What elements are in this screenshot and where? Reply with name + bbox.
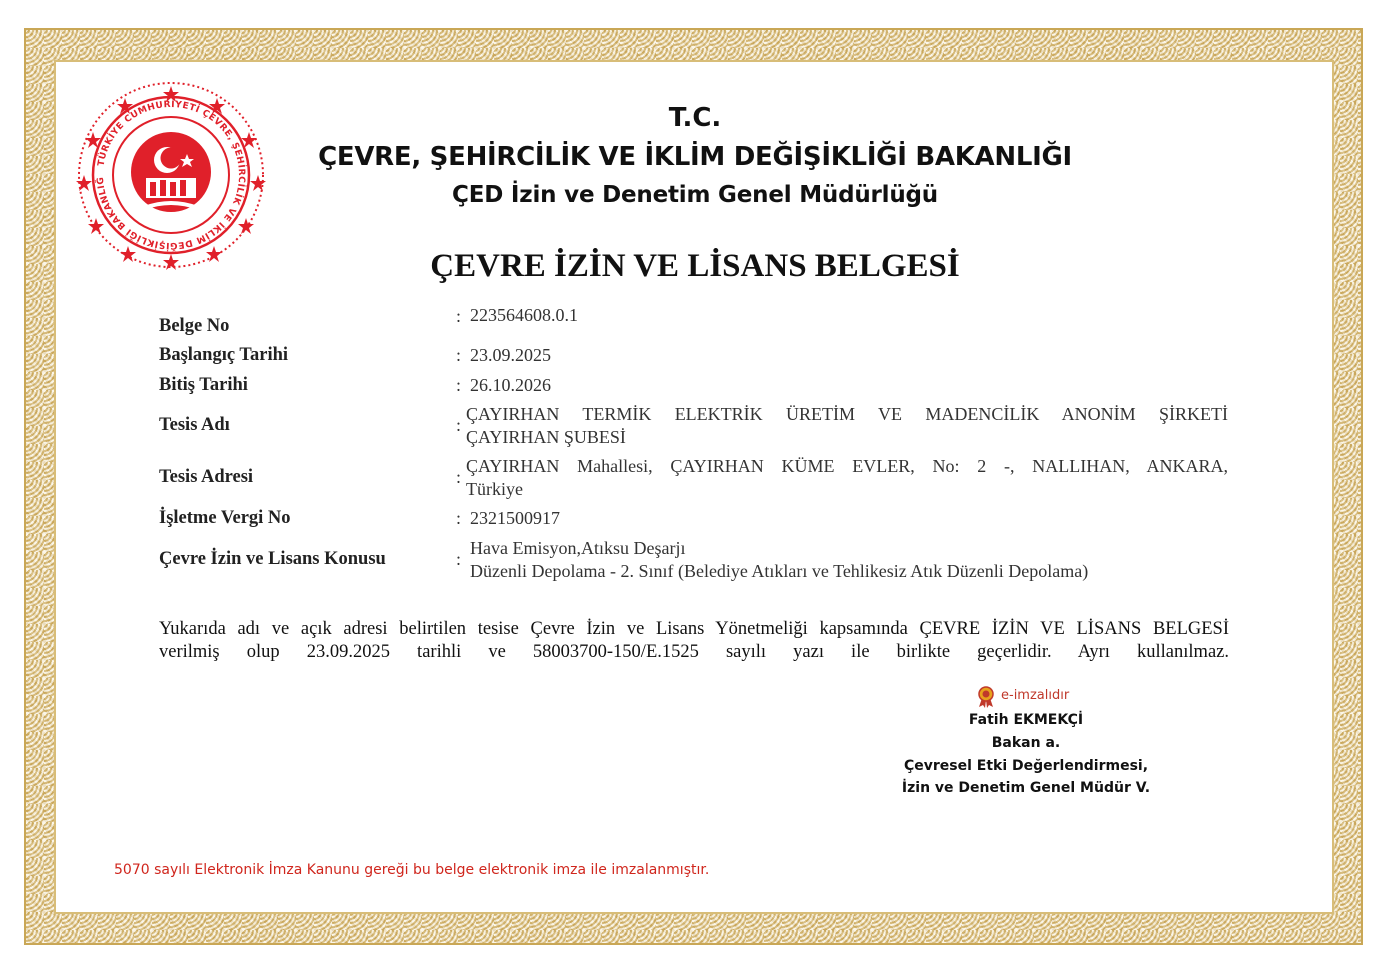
vergi-no-value: 2321500917 [470,508,560,528]
tesis-adi-label: Tesis Adı [159,415,230,435]
validity-statement [159,618,1229,664]
header-department: ÇED İzin ve Denetim Genel Müdürlüğü [452,182,938,208]
tesis-adi-line2: ÇAYIRHAN ŞUBESİ [466,427,626,447]
tesis-adresi-line2: Türkiye [466,479,523,499]
belge-no-colon: : [456,306,462,326]
e-signature-label: e-imzalıdır [1001,688,1070,703]
tesis-adresi-line1: ÇAYIRHAN Mahallesi, ÇAYIRHAN KÜME EVLER, No: 2 -, NALLIHAN, ANKARA, [466,456,1228,476]
e-signature-mark [976,686,1096,708]
bitis-value: 26.10.2026 [470,375,551,395]
tesis-adresi-colon: : [456,467,462,487]
document-title: ÇEVRE İZİN VE LİSANS BELGESİ [430,248,960,284]
signatory-dept-line-1: Çevresel Etki Değerlendirmesi, [903,758,1149,774]
rosette-icon [976,686,996,708]
vergi-no-colon: : [456,508,462,528]
signatory-role: Bakan a. [991,735,1061,751]
tesis-adi-line1: ÇAYIRHAN TERMİK ELEKTRİK ÜRETİM VE MADENCİLİK ANONİM ŞİRKETİ [466,404,1228,424]
tesis-adi-colon: : [456,415,462,435]
belge-no-label: Belge No [159,316,230,336]
konu-colon: : [456,549,462,569]
e-signature-law-note: 5070 sayılı Elektronik İmza Kanunu gereği bu belge elektronik imza ile imzalanmıştır. [114,862,710,878]
baslangic-colon: : [456,345,462,365]
konu-line1: Hava Emisyon,Atıksu Deşarjı [470,538,686,558]
vergi-no-label: İşletme Vergi No [159,508,291,528]
signatory-dept-line-2: İzin ve Denetim Genel Müdür V. [901,780,1151,796]
bitis-label: Bitiş Tarihi [159,375,248,395]
header-tc: T.C. [668,103,722,133]
baslangic-value: 23.09.2025 [470,345,551,365]
header-ministry: ÇEVRE, ŞEHİRCİLİK VE İKLİM DEĞİŞİKLİĞİ BAKANLIĞI [318,142,1072,172]
statement-line-1: Yukarıda adı ve açık adresi belirtilen tesise Çevre İzin ve Lisans Yönetmeliği kapsamında ÇEVRE İZİN VE LİSANS BELGESİ [159,619,1229,639]
baslangic-label: Başlangıç Tarihi [159,345,289,365]
statement-line-2: verilmiş olup 23.09.2025 tarihli ve 58003700-150/E.1525 sayılı yazı ile birlikte geçerlidir. Ayrı kullanılmaz. [159,642,1229,662]
bitis-colon: : [456,375,462,395]
svg-text:TÜRKİYE CUMHURİYETİ ÇEVRE, ŞEH: TÜRKİYE CUMHURİYETİ ÇEVRE, ŞEHİRCİLİK VE İKLİM DEĞİŞİKLİĞİ BAKANLIĞ [95,99,247,251]
signatory-name: Fatih EKMEKÇİ [968,712,1084,728]
konu-line2: Düzenli Depolama - 2. Sınıf (Belediye Atıkları ve Tehlikesiz Atık Düzenli Depolama) [470,561,1089,581]
konu-label: Çevre İzin ve Lisans Konusu [159,549,386,569]
ministry-seal-logo [74,80,268,270]
tesis-adresi-label: Tesis Adresi [159,467,254,487]
belge-no-value: 223564608.0.1 [470,305,578,325]
